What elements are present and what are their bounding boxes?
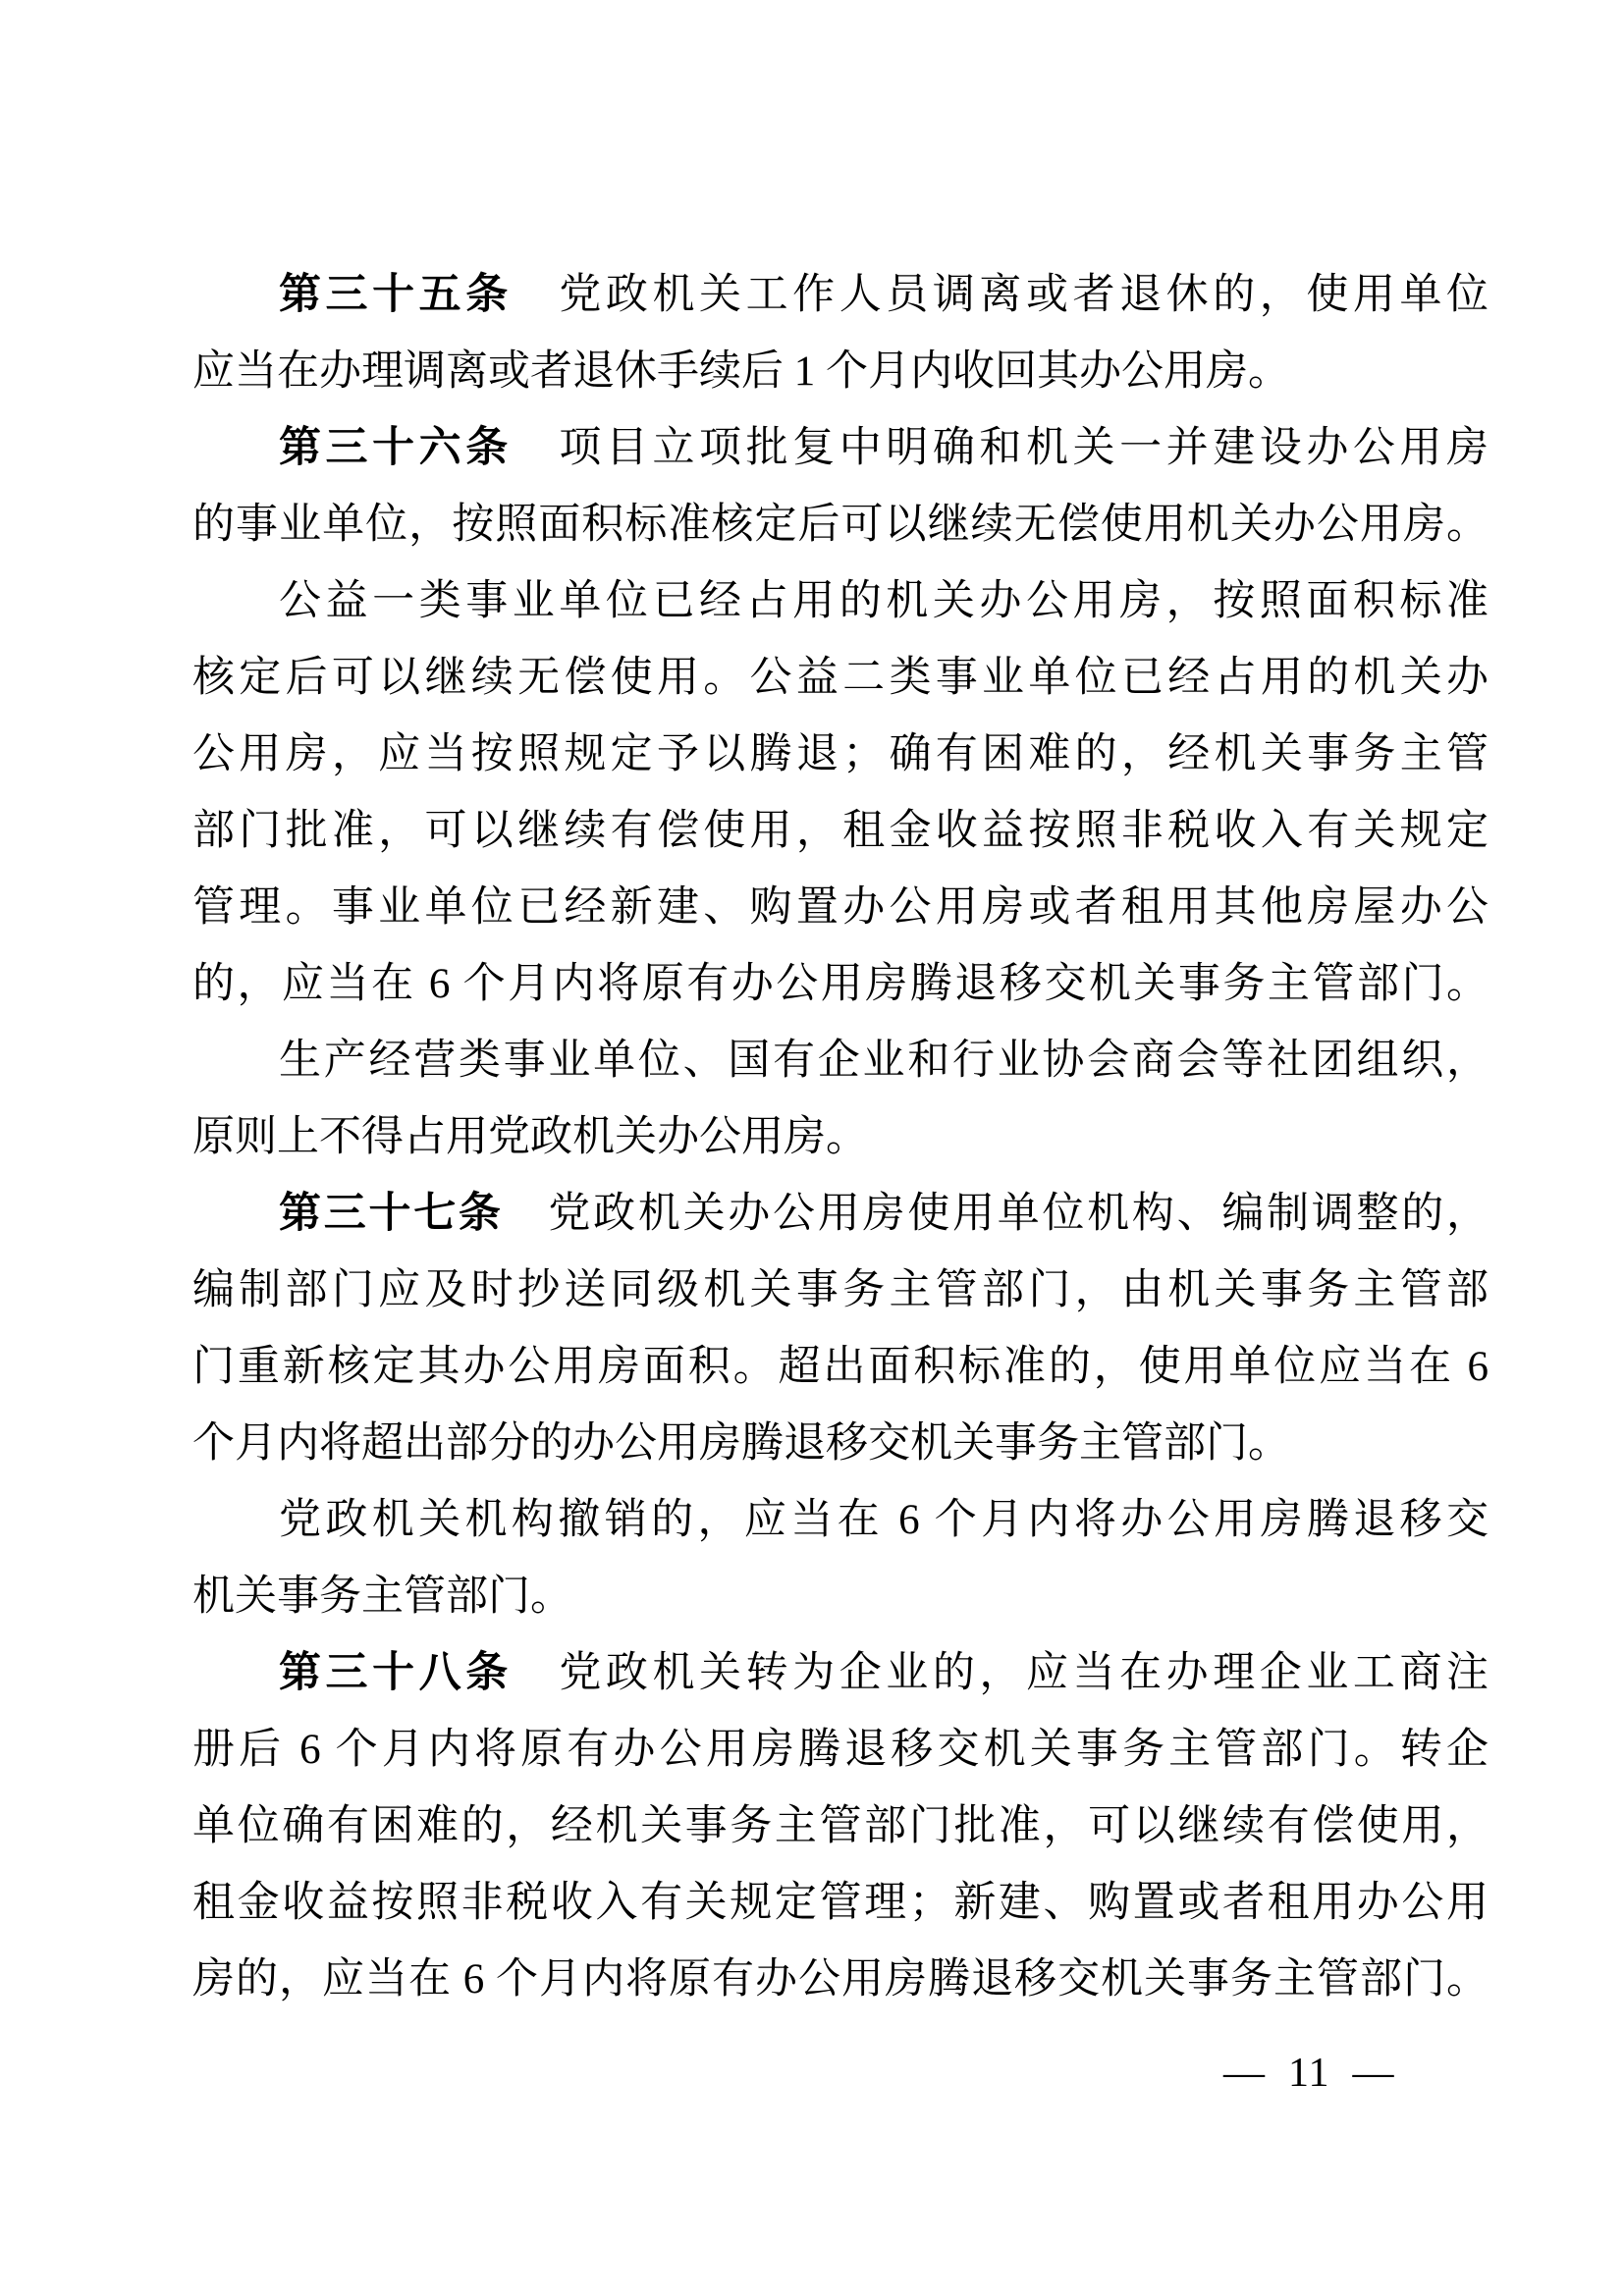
text-line — [192, 1329, 1489, 1406]
text-segment: 项目立项批复中明确和机关一并建设办公用房 — [512, 425, 1489, 471]
text-line — [192, 563, 1489, 640]
text-line — [192, 717, 1489, 793]
text-segment: 单位确有困难的，经机关事务主管部门批准，可以继续有偿使用， — [192, 1803, 1489, 1849]
text-line — [192, 1789, 1489, 1865]
article-number: 第三十七条 — [279, 1191, 504, 1237]
text-segment: 原则上不得占用党政机关办公用房。 — [192, 1114, 868, 1160]
text-line — [192, 1559, 1489, 1635]
text-line — [192, 793, 1489, 870]
article-number: 第三十五条 — [279, 272, 513, 318]
text-line — [192, 1865, 1489, 1942]
text-segment: 门重新核定其办公用房面积。超出面积标准的，使用单位应当在 6 — [192, 1344, 1489, 1390]
text-line — [192, 1023, 1489, 1099]
article-number: 第三十六条 — [279, 425, 513, 471]
text-line — [192, 1482, 1489, 1559]
text-line — [192, 1942, 1489, 2018]
text-segment: 部门批准，可以继续有偿使用，租金收益按照非税收入有关规定 — [192, 808, 1489, 854]
document-body — [192, 257, 1489, 2018]
text-line — [192, 1712, 1489, 1789]
text-segment: 编制部门应及时抄送同级机关事务主管部门，由机关事务主管部 — [192, 1267, 1489, 1313]
text-segment: 生产经营类事业单位、国有企业和行业协会商会等社团组织， — [279, 1038, 1489, 1084]
text-line — [192, 1635, 1489, 1712]
text-segment: 册后 6 个月内将原有办公用房腾退移交机关事务主管部门。转企 — [192, 1727, 1489, 1773]
text-segment: 机关事务主管部门。 — [192, 1574, 572, 1620]
text-line — [192, 334, 1489, 410]
text-line — [192, 1253, 1489, 1329]
text-line — [192, 257, 1489, 334]
text-line — [192, 1176, 1489, 1253]
text-segment: 租金收益按照非税收入有关规定管理；新建、购置或者租用办公用 — [192, 1880, 1489, 1926]
article-number: 第三十八条 — [279, 1650, 513, 1696]
text-line — [192, 1406, 1489, 1482]
text-segment: 房的，应当在 6 个月内将原有办公用房腾退移交机关事务主管部门。 — [192, 1956, 1489, 2002]
text-line — [192, 640, 1489, 717]
text-segment: 党政机关办公用房使用单位机构、编制调整的， — [503, 1191, 1489, 1237]
text-segment: 管理。事业单位已经新建、购置办公用房或者租用其他房屋办公 — [192, 884, 1489, 931]
text-segment: 党政机关转为企业的，应当在办理企业工商注 — [512, 1650, 1489, 1696]
text-segment: 应当在办理调离或者退休手续后 1 个月内收回其办公用房。 — [192, 348, 1290, 395]
text-segment: 公用房，应当按照规定予以腾退；确有困难的，经机关事务主管 — [192, 731, 1489, 777]
text-line — [192, 946, 1489, 1023]
text-segment: 的事业单位，按照面积标准核定后可以继续无偿使用机关办公用房。 — [192, 502, 1489, 548]
page-number: — 11 — — [1223, 2051, 1395, 2096]
text-line — [192, 1099, 1489, 1176]
text-line — [192, 487, 1489, 563]
text-segment: 公益一类事业单位已经占用的机关办公用房，按照面积标准 — [279, 578, 1489, 624]
text-line — [192, 870, 1489, 946]
text-segment: 的，应当在 6 个月内将原有办公用房腾退移交机关事务主管部门。 — [192, 961, 1489, 1007]
text-segment: 党政机关工作人员调离或者退休的，使用单位 — [512, 272, 1489, 318]
text-segment: 党政机关机构撤销的，应当在 6 个月内将办公用房腾退移交 — [279, 1497, 1489, 1543]
text-segment: 核定后可以继续无偿使用。公益二类事业单位已经占用的机关办 — [192, 655, 1489, 701]
text-line — [192, 410, 1489, 487]
text-segment: 个月内将超出部分的办公用房腾退移交机关事务主管部门。 — [192, 1420, 1290, 1467]
